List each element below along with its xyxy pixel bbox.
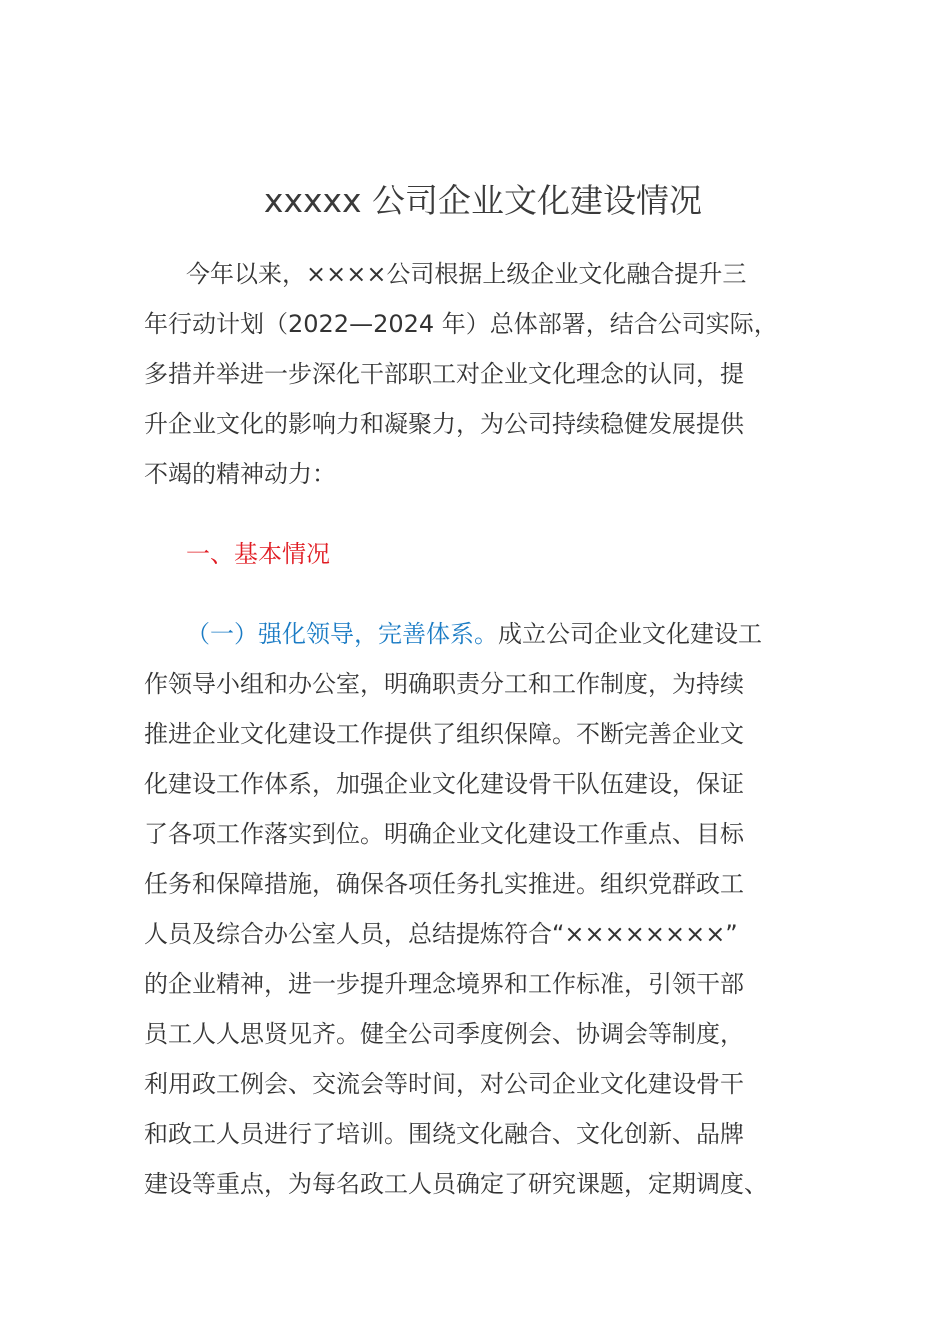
body-line: 员工人人思贤见齐。健全公司季度例会、协调会等制度， [144,1020,744,1048]
body-line: 和政工人员进行了培训。围绕文化融合、文化创新、品牌 [144,1120,744,1148]
body-line: 化建设工作体系，加强企业文化建设骨干队伍建设，保证 [144,770,744,798]
body-line: 建设等重点，为每名政工人员确定了研究课题，定期调度、 [144,1170,768,1198]
subsection-first-line-text: 成立公司企业文化建设工 [498,620,762,648]
intro-line: 多措并举进一步深化干部职工对企业文化理念的认同，提 [144,360,744,388]
document-title: xxxxx 公司企业文化建设情况 [263,181,703,220]
intro-line: 不竭的精神动力： [144,460,336,488]
intro-line: 升企业文化的影响力和凝聚力，为公司持续稳健发展提供 [144,410,744,438]
body-line: 的企业精神，进一步提升理念境界和工作标准，引领干部 [144,970,744,998]
body-line: 作领导小组和办公室，明确职责分工和工作制度，为持续 [144,670,744,698]
body-line: 任务和保障措施，确保各项任务扎实推进。组织党群政工 [144,870,744,898]
body-line: 人员及综合办公室人员，总结提炼符合“××××××××” [144,920,738,948]
body-line: 了各项工作落实到位。明确企业文化建设工作重点、目标 [144,820,744,848]
body-line: 利用政工例会、交流会等时间，对公司企业文化建设骨干 [144,1070,744,1098]
subsection-heading: （一）强化领导，完善体系。 [186,620,498,648]
section-heading: 一、基本情况 [186,540,330,568]
intro-line: 今年以来，××××公司根据上级企业文化融合提升三 [186,260,747,288]
body-line: 推进企业文化建设工作提供了组织保障。不断完善企业文 [144,720,744,748]
intro-line: 年行动计划（2022—2024 年）总体部署，结合公司实际， [144,310,778,338]
subsection-first-line [186,617,762,651]
